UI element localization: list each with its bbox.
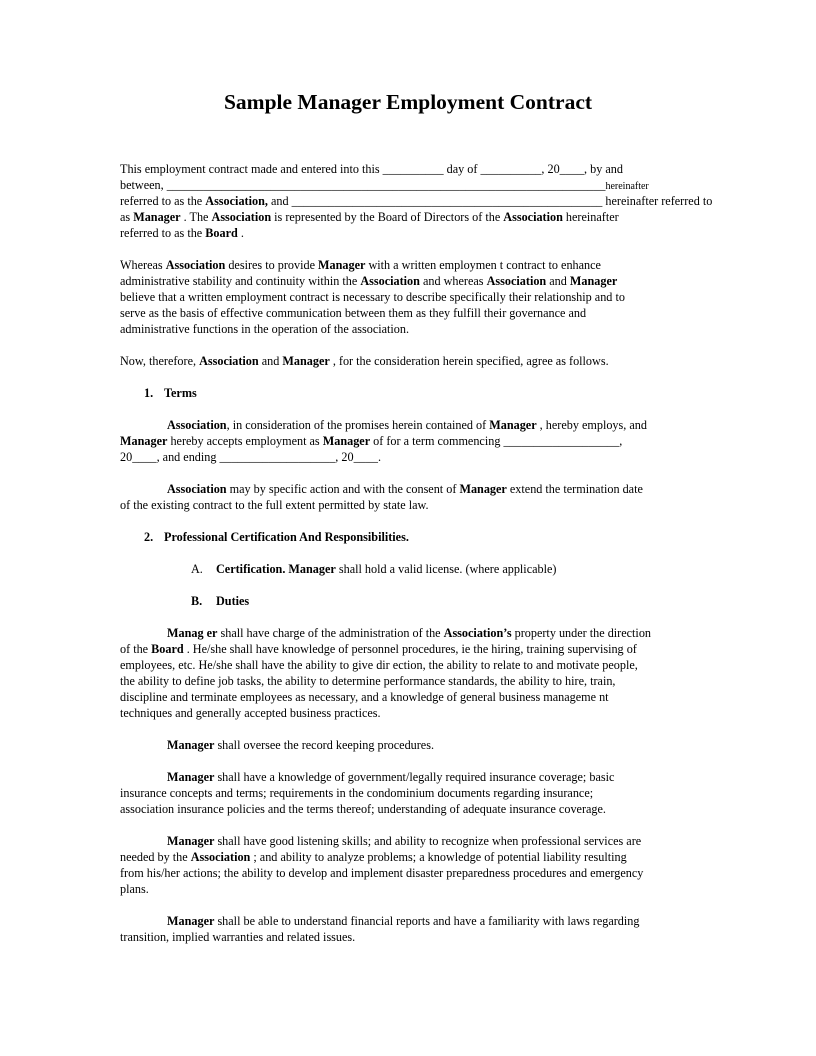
subsection-b-letter: B. (191, 594, 203, 608)
duties-3-line-3: association insurance policies and the terms thereof; understanding of adequate insurance coverage. (120, 802, 606, 816)
term-manager: Manager (459, 482, 507, 496)
text: shall be able to understand financial reports and have a familiarity with laws regarding (214, 914, 640, 928)
term-association: Association (190, 850, 251, 864)
section-2-heading (120, 529, 694, 545)
duties-1-line-6: techniques and generally accepted business practices. (120, 706, 381, 720)
terms-line-3: 20____, and ending ___________________, 20____. (120, 450, 382, 464)
term-manager: Manager (167, 834, 215, 848)
spacer (120, 897, 694, 913)
whereas-line-3: believe that a written employment contract is necessary to describe specifically their relationship and to (120, 290, 625, 304)
extension-line-2: of the existing contract to the full extent permitted by state law. (120, 498, 429, 512)
spacer (120, 465, 694, 481)
duties-4-line-2 (120, 849, 694, 865)
text: and whereas (419, 274, 487, 288)
text: shall have charge of the administration of the (217, 626, 444, 640)
text: and ___________________________________________________ hereinafter referred to (267, 194, 713, 208)
spacer (120, 753, 694, 769)
document-title: Sample Manager Employment Contract (223, 90, 593, 114)
term-association: Association (167, 418, 227, 432)
term-association: Association (167, 482, 227, 496)
spacer (120, 817, 694, 833)
spacer (120, 401, 694, 417)
text: property under the direction (511, 626, 652, 640)
duties-1-line-4: the ability to define job tasks, the ability to determine performance standards, the ability to hire, train, (120, 674, 616, 688)
whereas-line-1 (120, 257, 694, 273)
terms-line-2 (120, 433, 694, 449)
spacer (120, 241, 694, 257)
term-manager: Manager (569, 274, 618, 288)
intro-line-3 (120, 193, 713, 209)
section-2-title: Professional Certification And Responsibilities. (164, 530, 409, 544)
now-therefore-line (120, 353, 694, 369)
text: referred to as the (120, 226, 206, 240)
intro-between: between, ________________________________________________________________________ (120, 178, 606, 192)
term-association: Association (199, 354, 259, 368)
subsection-a (120, 561, 694, 577)
section-1-heading (120, 385, 694, 401)
text: . The (180, 210, 212, 224)
terms-line-1 (120, 417, 694, 433)
spacer (120, 721, 694, 737)
text: needed by the (120, 850, 191, 864)
term-association: Association (211, 210, 272, 224)
text: desires to provide (225, 258, 319, 272)
spacer (120, 513, 694, 529)
term-manager: Manager (489, 418, 537, 432)
certification-label: Certification. Manager (216, 562, 336, 576)
spacer (120, 337, 694, 353)
text: shall oversee the record keeping procedures. (214, 738, 435, 752)
term-board: Board (151, 642, 184, 656)
intro-hereinafter: hereinafter (605, 181, 649, 192)
text: hereinafter (562, 210, 619, 224)
whereas-line-2 (120, 273, 694, 289)
spacer (120, 545, 694, 561)
term-manager: Manager (167, 914, 215, 928)
text: and (258, 354, 283, 368)
spacer (120, 577, 694, 593)
duties-1-line-1 (120, 625, 694, 641)
term-association: Association (165, 258, 226, 272)
text: Now, therefore, (120, 354, 200, 368)
text: of for a term commencing ___________________, (370, 434, 623, 448)
duties-heading: Duties (216, 594, 250, 608)
text: may by specific action and with the consent of (226, 482, 460, 496)
duties-2-line-1 (120, 737, 694, 753)
intro-line-1: This employment contract made and entered into this __________ day of __________, 20____, by and (120, 162, 623, 176)
duties-5-line-2: transition, implied warranties and related issues. (120, 930, 356, 944)
term-manager: Manager (167, 770, 215, 784)
intro-line-2 (120, 177, 694, 193)
text: administrative stability and continuity within the (120, 274, 361, 288)
duties-4-line-4: plans. (120, 882, 149, 896)
duties-4-line-3: from his/her actions; the ability to develop and implement disaster preparedness procedures and emergency (120, 866, 644, 880)
term-manager: Manager (167, 738, 215, 752)
duties-1-line-3: employees, etc. He/she shall have the ability to give dir ection, the ability to relate to and motivate people, (120, 658, 638, 672)
duties-1-line-5: discipline and terminate employees as necessary, and a knowledge of general business manageme nt (120, 690, 609, 704)
term-manager: Manager (322, 434, 371, 448)
intro-line-4 (120, 209, 694, 225)
text: as (120, 210, 134, 224)
subsection-b (120, 593, 694, 609)
text: hereby accepts employment as (167, 434, 323, 448)
text: shall have a knowledge of government/legally required insurance coverage; basic (214, 770, 615, 784)
term-association: Association (360, 274, 420, 288)
subsection-a-letter: A. (191, 562, 203, 576)
duties-3-line-2: insurance concepts and terms; requirements in the condominium documents regarding insurance; (120, 786, 594, 800)
term-manager: Manager (133, 210, 181, 224)
spacer (120, 369, 694, 385)
text: extend the termination date (506, 482, 643, 496)
term-association: Association (503, 210, 563, 224)
section-2-number: 2. (144, 530, 154, 544)
text: with a written employmen t contract to enhance (365, 258, 601, 272)
extension-line-1 (120, 481, 694, 497)
intro-line-5 (120, 225, 694, 241)
section-1-title: Terms (164, 386, 197, 400)
duties-5-line-1 (120, 913, 694, 929)
term-association: Association’s (443, 626, 512, 640)
text: . He/she shall have knowledge of personnel procedures, ie the hiring, training supervising of (183, 642, 637, 656)
text: , for the consideration herein specified, agree as follows. (329, 354, 609, 368)
text: is represented by the Board of Directors of the (271, 210, 504, 224)
duties-3-line-1 (120, 769, 694, 785)
term-association: Association, (205, 194, 268, 208)
term-manager: Manager (120, 434, 168, 448)
term-manager: Manag er (167, 626, 218, 640)
text: , in consideration of the promises herein contained of (226, 418, 490, 432)
text: . (237, 226, 244, 240)
text: and (546, 274, 570, 288)
whereas-line-4: serve as the basis of effective communication between them as they fulfill their governance and (120, 306, 587, 320)
duties-1-line-2 (120, 641, 694, 657)
term-association: Association (486, 274, 547, 288)
text: ; and ability to analyze problems; a knowledge of potential liability resulting (250, 850, 627, 864)
text: shall have good listening skills; and ability to recognize when professional services are (214, 834, 642, 848)
text: referred to as the (120, 194, 206, 208)
text: of the (120, 642, 152, 656)
term-manager: Manager (318, 258, 366, 272)
certification-text: shall hold a valid license. (where applicable) (335, 562, 557, 576)
contract-body (120, 161, 713, 945)
term-board: Board (205, 226, 238, 240)
term-manager: Manager (282, 354, 330, 368)
text: , hereby employs, and (536, 418, 647, 432)
spacer (120, 609, 694, 625)
section-1-number: 1. (144, 386, 154, 400)
whereas-line-5: administrative functions in the operation of the association. (120, 322, 410, 336)
duties-4-line-1 (120, 833, 694, 849)
text: Whereas (120, 258, 166, 272)
